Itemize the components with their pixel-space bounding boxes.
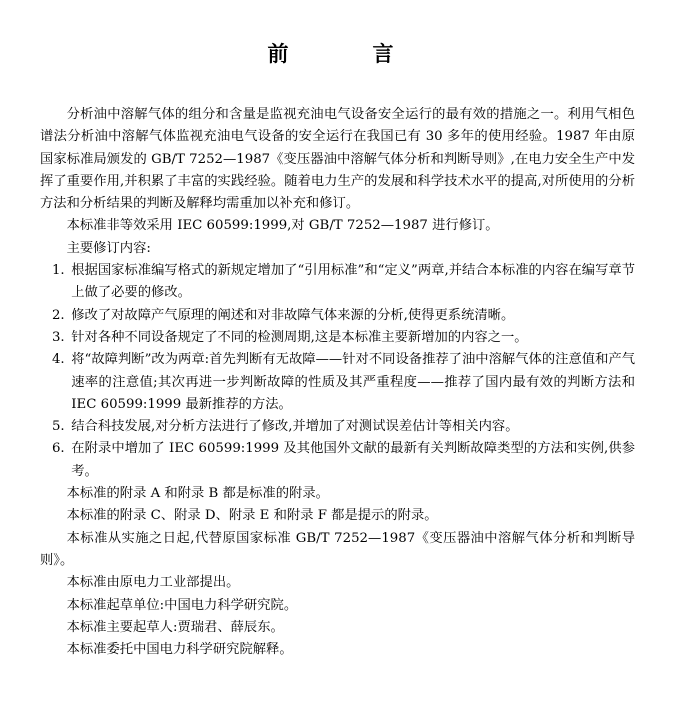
list-item: [40, 305, 635, 327]
document-page: [0, 38, 675, 703]
list-item-text: 针对各种不同设备规定了不同的检测周期,这是本标准主要新增加的内容之一。: [71, 329, 528, 345]
list-item-number: 4.: [51, 352, 65, 368]
list-item: [40, 438, 635, 483]
list-item-text: 在附录中增加了 IEC 60599:1999 及其他国外文献的最新有关判断故障类型的方法和实例,供参考。: [71, 441, 635, 479]
paragraph-annex-ab: 本标准的附录 A 和附录 B 都是标准的附录。: [66, 486, 329, 502]
paragraph-drafting-unit: 本标准起草单位:中国电力科学研究院。: [66, 597, 298, 613]
paragraph-revision-heading: 主要修订内容:: [66, 240, 151, 256]
list-item-number: 6.: [51, 441, 65, 457]
list-item: [40, 260, 635, 305]
list-item-number: 3.: [51, 329, 65, 345]
list-item-number: 1.: [51, 263, 65, 279]
page-title: 前 言: [267, 41, 408, 66]
modification-list: [40, 260, 635, 483]
list-item: [40, 416, 635, 438]
list-item-number: 5.: [51, 419, 65, 435]
document-body: [40, 104, 635, 661]
paragraph-drafters: 本标准主要起草人:贾瑞君、薛辰东。: [66, 619, 284, 635]
list-item: [40, 349, 635, 416]
list-item-text: 结合科技发展,对分析方法进行了修改,并增加了对测试误差估计等相关内容。: [71, 419, 519, 435]
list-item-text: 修改了对故障产气原理的阐述和对非故障气体来源的分析,使得更系统清晰。: [71, 307, 515, 323]
paragraph-replaces: 本标准从实施之日起,代替原国家标准 GB/T 7252—1987《变压器油中溶解气体分析和判断导则》。: [40, 530, 635, 568]
paragraph-interpretation: 本标准委托中国电力科学研究院解释。: [66, 642, 293, 658]
list-item-text: 根据国家标准编写格式的新规定增加了“引用标准”和“定义”两章,并结合本标准的内容在编写章节上做了必要的修改。: [71, 263, 635, 301]
list-item: [40, 327, 635, 349]
paragraph-adoption: 本标准非等效采用 IEC 60599:1999,对 GB/T 7252—1987 进行修订。: [66, 218, 499, 234]
paragraph-intro: 分析油中溶解气体的组分和含量是监视充油电气设备安全运行的最有效的措施之一。利用气相色谱法分析油中溶解气体监视充油电气设备的安全运行在我国已有 30 多年的使用经验。1987 年由原国家标准局颁发的 GB/T 7252—1987《变压器油中溶解气体分析和判断导则》,在电力安全生产中发挥了重要作用,并积累了丰富的实践经验。随着电力生产的发展和科学技术水平的提高,对所使用的分析方法和分析结果的判断及解释均需重加以补充和修订。: [40, 107, 635, 212]
paragraph-annex-cdef: 本标准的附录 C、附录 D、附录 E 和附录 F 都是提示的附录。: [66, 508, 438, 524]
list-item-number: 2.: [51, 307, 65, 323]
paragraph-proposed-by: 本标准由原电力工业部提出。: [66, 575, 240, 591]
list-item-text: 将“故障判断”改为两章:首先判断有无故障——针对不同设备推荐了油中溶解气体的注意值和产气速率的注意值;其次再进一步判断故障的性质及其严重程度——推荐了国内最有效的判断方法和 IEC 60599:1999 最新推荐的方法。: [71, 352, 635, 412]
